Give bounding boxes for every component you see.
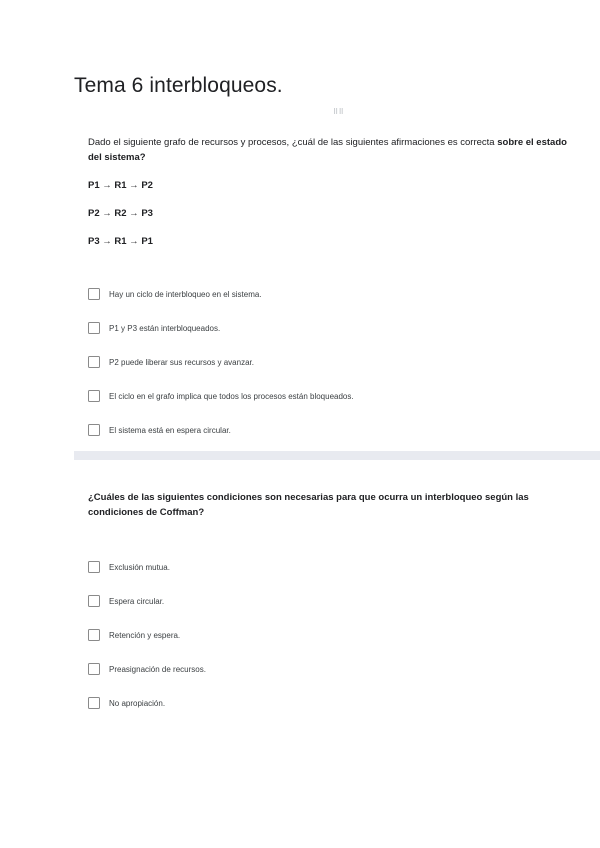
option-label: Exclusión mutua. bbox=[109, 562, 170, 572]
option-label: Retención y espera. bbox=[109, 630, 181, 640]
question-1-text bbox=[88, 135, 578, 165]
option-label: El sistema está en espera circular. bbox=[109, 425, 231, 435]
question-1-text-bold: sobre el estado del sistema? bbox=[88, 137, 567, 163]
question-2-text-bold: condiciones de Coffman? bbox=[88, 507, 205, 518]
page-title: Tema 6 interbloqueos. bbox=[74, 74, 283, 97]
q2-option-4[interactable] bbox=[88, 652, 578, 686]
option-label: Hay un ciclo de interbloqueo en el sistema. bbox=[109, 289, 262, 299]
section-divider bbox=[74, 451, 600, 460]
checkbox[interactable] bbox=[88, 697, 100, 709]
q2-option-3[interactable] bbox=[88, 618, 578, 652]
option-label: Espera circular. bbox=[109, 596, 165, 606]
option-label: No apropiación. bbox=[109, 698, 166, 708]
question-1-text-main: Dado el siguiente grafo de recursos y procesos, ¿cuál de las siguientes afirmaciones es correcta bbox=[88, 137, 495, 148]
drag-handle-icon[interactable]: ⠿⠿ bbox=[333, 109, 345, 116]
q1-option-3[interactable] bbox=[88, 345, 578, 379]
q1-option-5[interactable] bbox=[88, 413, 578, 447]
q2-option-1[interactable] bbox=[88, 550, 578, 584]
q1-option-2[interactable] bbox=[88, 311, 578, 345]
q2-option-5[interactable] bbox=[88, 686, 578, 720]
checkbox[interactable] bbox=[88, 288, 100, 300]
q1-option-4[interactable] bbox=[88, 379, 578, 413]
checkbox[interactable] bbox=[88, 424, 100, 436]
formula-3: P3 → R1 → P1 bbox=[88, 236, 153, 247]
checkbox[interactable] bbox=[88, 561, 100, 573]
formula-1: P1 → R1 → P2 bbox=[88, 180, 153, 191]
question-2-text-main: ¿Cuáles de las siguientes condiciones son necesarias para que ocurra un interbloqueo según las bbox=[88, 492, 529, 503]
formula-2: P2 → R2 → P3 bbox=[88, 208, 153, 219]
question-2-options bbox=[88, 550, 578, 720]
checkbox[interactable] bbox=[88, 356, 100, 368]
question-card-2 bbox=[88, 490, 578, 720]
q1-option-1[interactable] bbox=[88, 277, 578, 311]
checkbox[interactable] bbox=[88, 595, 100, 607]
question-card-1 bbox=[88, 135, 578, 447]
option-label: P1 y P3 están interbloqueados. bbox=[109, 323, 221, 333]
option-label: P2 puede liberar sus recursos y avanzar. bbox=[109, 357, 254, 367]
option-label: El ciclo en el grafo implica que todos los procesos están bloqueados. bbox=[109, 391, 354, 401]
checkbox[interactable] bbox=[88, 322, 100, 334]
option-label: Preasignación de recursos. bbox=[109, 664, 206, 674]
formula-list bbox=[88, 179, 578, 263]
checkbox[interactable] bbox=[88, 629, 100, 641]
checkbox[interactable] bbox=[88, 390, 100, 402]
question-2-text bbox=[88, 490, 578, 520]
checkbox[interactable] bbox=[88, 663, 100, 675]
q2-option-2[interactable] bbox=[88, 584, 578, 618]
question-1-options bbox=[88, 277, 578, 447]
